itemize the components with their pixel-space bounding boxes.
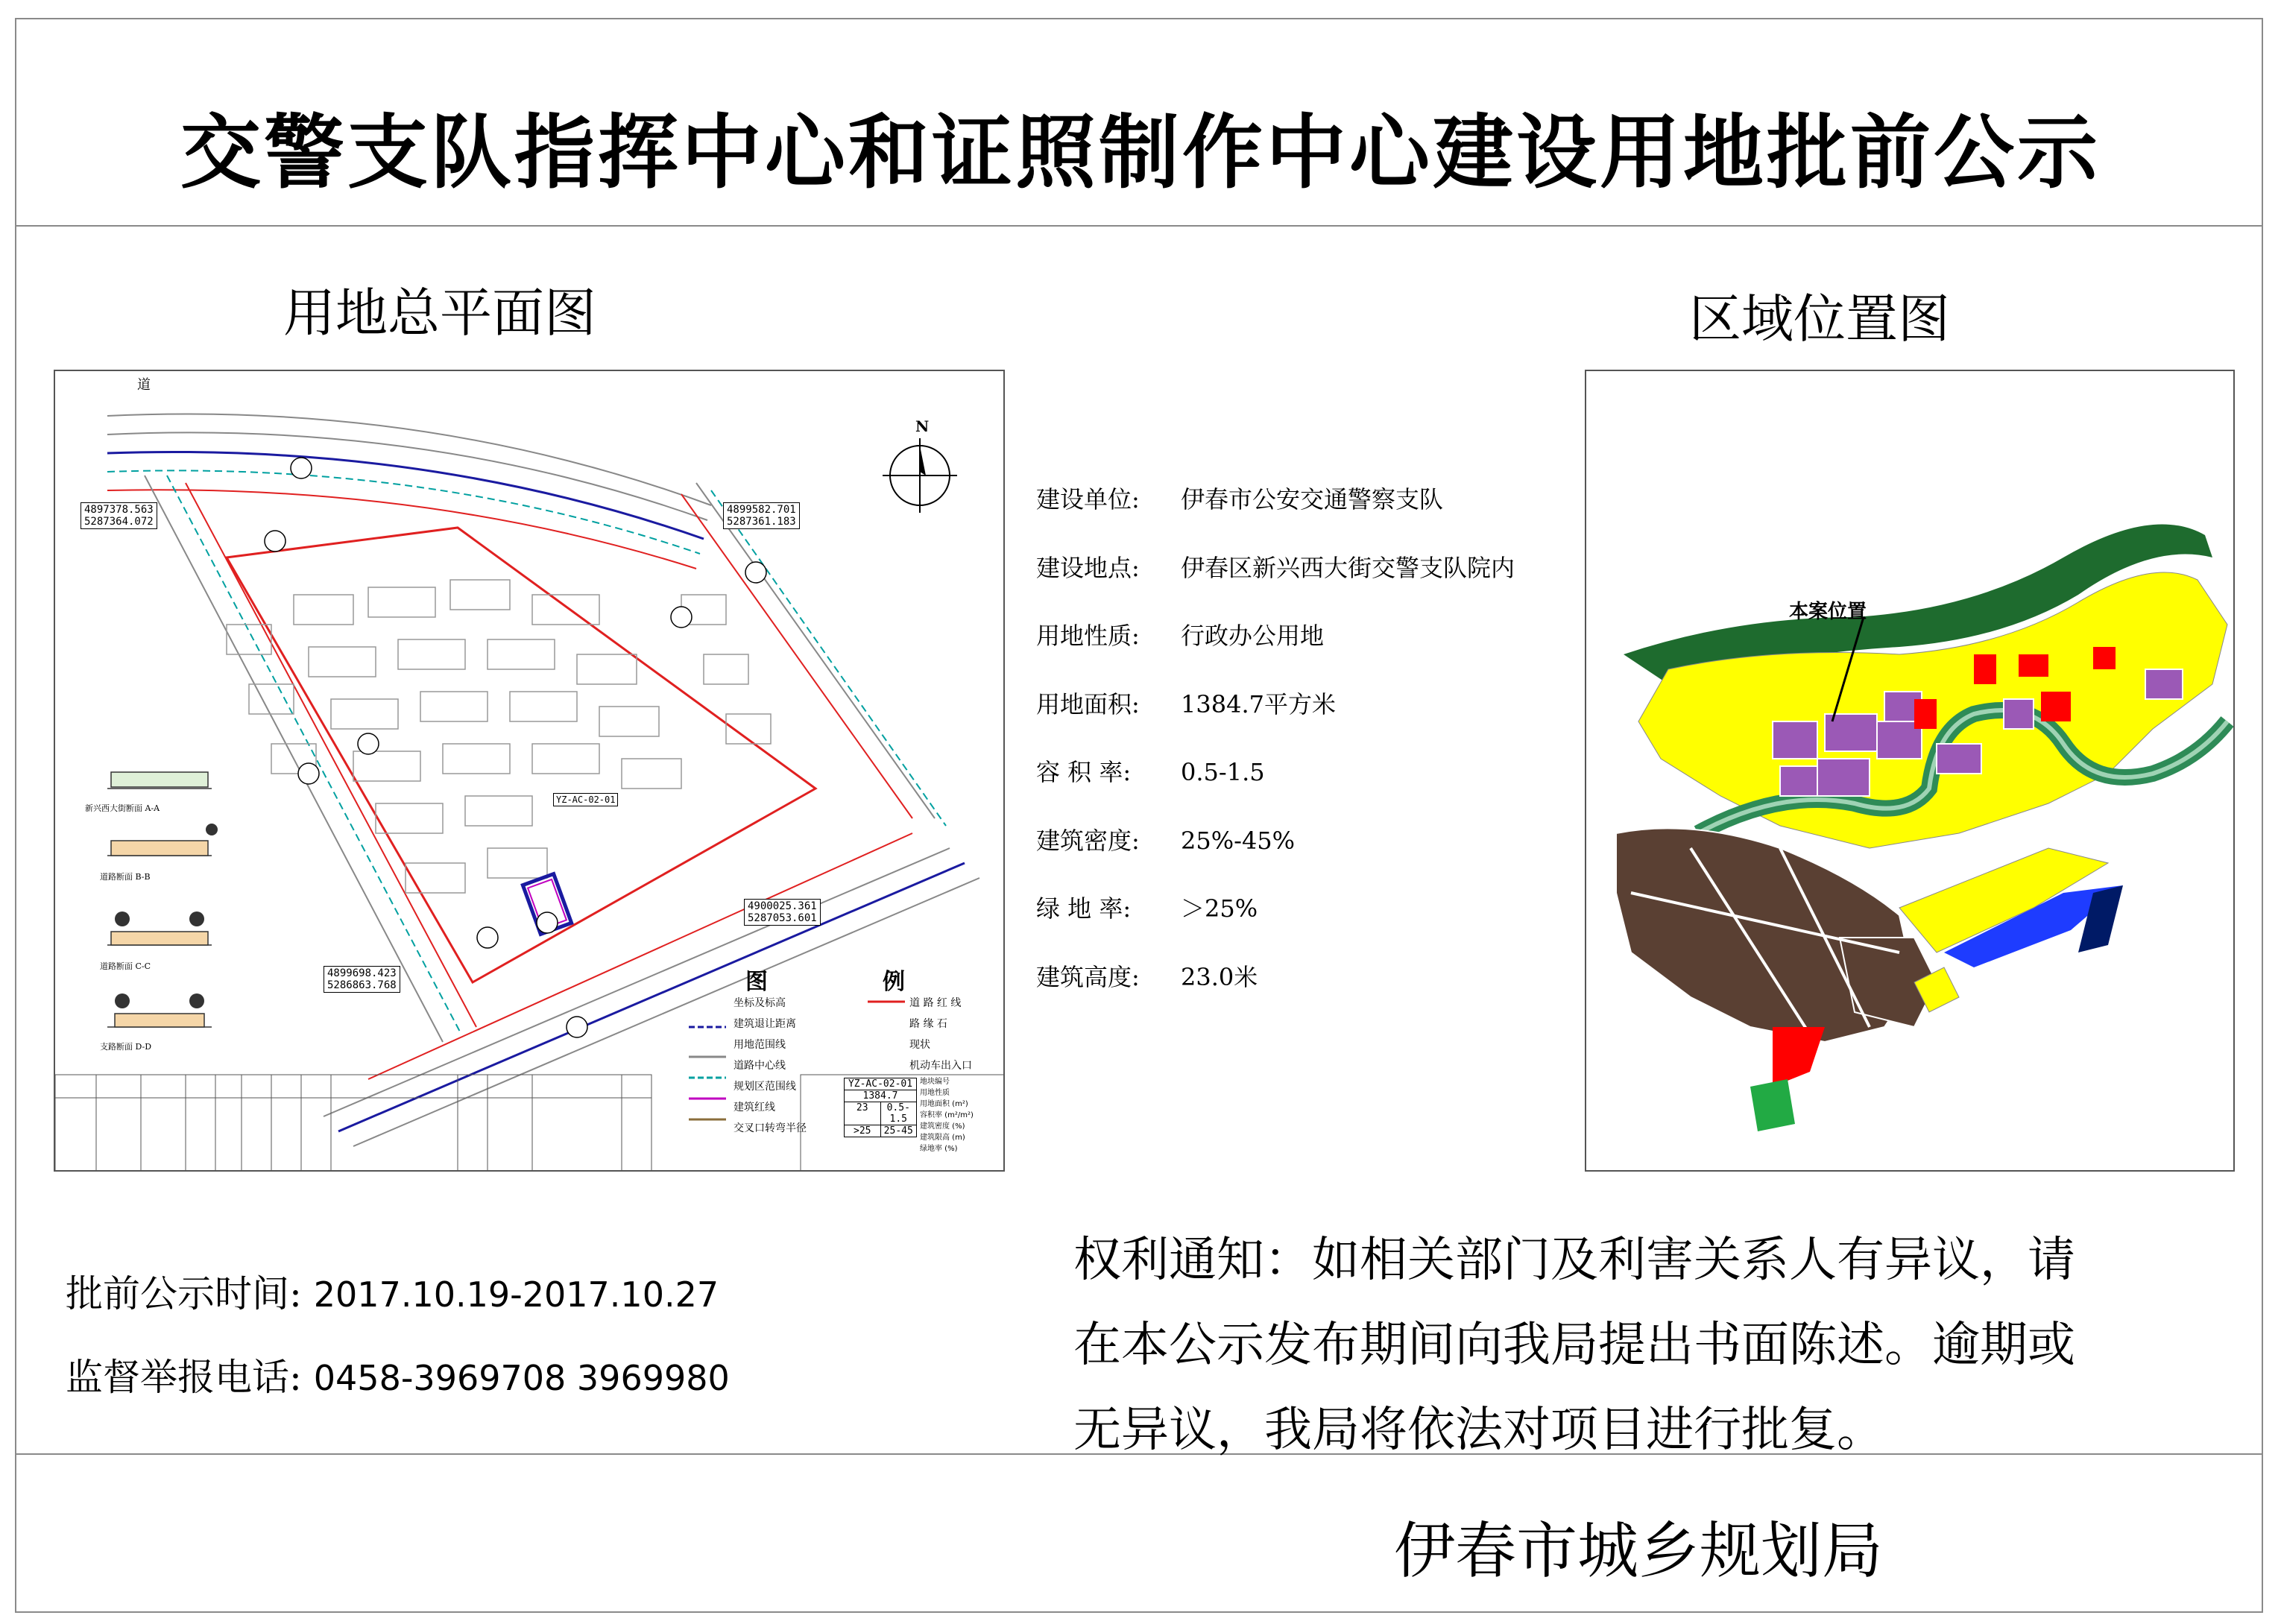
project-info — [1036, 477, 1515, 1023]
coord-e: 5287053.601 — [748, 912, 817, 924]
tag-cell: 0.5-1.5 — [886, 1102, 910, 1125]
legend-left-column — [733, 993, 807, 1139]
legend-item: 用地范围线 — [733, 1039, 786, 1051]
site-plan-panel — [54, 370, 1005, 1172]
info-key: 容 积 率: — [1036, 758, 1132, 786]
tag-cell: 23 — [845, 1102, 881, 1125]
section-label: 道路断面 B-B — [100, 872, 151, 882]
info-value: 23.0米 — [1181, 962, 1258, 991]
info-value: 伊春区新兴西大街交警支队院内 — [1181, 553, 1515, 582]
coord-box-1 — [81, 502, 157, 529]
coord-n: 4899582.701 — [727, 504, 796, 516]
info-row — [1036, 750, 1515, 818]
tag-legend — [844, 1078, 917, 1137]
tag-legend-labels — [920, 1076, 974, 1154]
section-label: 支路断面 D-D — [100, 1042, 152, 1052]
coord-e: 5287364.072 — [84, 516, 154, 528]
issuing-authority: 伊春市城乡规划局 — [1394, 1516, 1884, 1587]
info-key: 用地性质: — [1036, 622, 1140, 650]
legend-item: 建筑退让距离 — [733, 1018, 796, 1030]
coord-n: 4900025.361 — [748, 900, 817, 912]
info-key: 建设单位: — [1036, 485, 1140, 514]
location-map-panel — [1585, 370, 2235, 1172]
info-row — [1036, 682, 1515, 751]
info-key: 用地面积: — [1036, 689, 1140, 718]
info-row — [1036, 613, 1515, 682]
location-map-drawing — [1586, 371, 2235, 1172]
coord-box-3 — [744, 899, 821, 926]
legend-item: 机动车出入口 — [909, 1060, 972, 1072]
section-label: 新兴西大街断面 A-A — [85, 803, 160, 813]
title-divider — [15, 225, 2263, 227]
hotline-value: 0458-3969708 3969980 — [313, 1358, 730, 1398]
info-key: 建筑密度: — [1036, 826, 1140, 855]
coord-box-4 — [324, 966, 400, 993]
tag-row — [845, 1102, 916, 1125]
publicity-time — [66, 1264, 719, 1318]
legend-item: 规划区范围线 — [733, 1081, 796, 1093]
legend-item: 路 缘 石 — [909, 1018, 947, 1030]
info-row — [1036, 955, 1515, 1023]
site-plan-drawing — [55, 371, 1005, 1172]
hotline-label: 监督举报电话: — [66, 1356, 302, 1399]
info-row — [1036, 477, 1515, 546]
tag-cell: >25 — [845, 1125, 881, 1137]
legend-item: 道路中心线 — [733, 1060, 786, 1072]
case-location-label: 本案位置 — [1789, 601, 1867, 623]
publicity-time-value: 2017.10.19-2017.10.27 — [313, 1274, 719, 1315]
info-value: 1384.7平方米 — [1181, 689, 1336, 718]
legend-item: 交叉口转弯半径 — [733, 1122, 807, 1134]
parcel-tag: YZ-AC-02-01 — [553, 793, 618, 806]
info-value: ＞25% — [1181, 894, 1258, 923]
info-value: 伊春市公安交通警察支队 — [1181, 485, 1444, 514]
info-key: 建筑高度: — [1036, 962, 1140, 991]
info-key: 绿 地 率: — [1036, 894, 1132, 923]
rights-notice — [1073, 1218, 2244, 1473]
info-row — [1036, 886, 1515, 955]
legend-title-left: 图 — [745, 969, 768, 995]
site-plan-heading: 用地总平面图 — [283, 282, 596, 344]
info-key: 建设地点: — [1036, 553, 1140, 582]
hotline — [66, 1347, 730, 1401]
info-value: 行政办公用地 — [1181, 622, 1325, 650]
tag-cell: 25-45 — [883, 1125, 913, 1137]
coord-e: 5287361.183 — [727, 516, 796, 528]
publicity-time-label: 批前公示时间: — [66, 1272, 302, 1315]
legend-title-right: 例 — [883, 969, 905, 995]
info-value: 25%-45% — [1181, 826, 1296, 855]
tag-row — [845, 1125, 916, 1137]
tag-label: 建筑限高 (m) — [920, 1134, 965, 1142]
road-label: 道 — [137, 377, 151, 393]
notice-line: 权利通知：如相关部门及利害关系人有异议，请 — [1073, 1233, 2075, 1288]
info-row — [1036, 546, 1515, 614]
coord-n: 4899698.423 — [327, 967, 397, 979]
tag-label: 用地性质 — [920, 1089, 950, 1097]
coord-e: 5286863.768 — [327, 979, 397, 991]
legend-item: 建筑红线 — [733, 1102, 775, 1113]
north-label: N — [915, 417, 930, 435]
legend-item: 道 路 红 线 — [909, 997, 962, 1009]
tag-label: 绿地率 (%) — [920, 1145, 958, 1153]
tag-code: YZ-AC-02-01 — [845, 1078, 916, 1090]
tag-label: 用地面积 (m²) — [920, 1100, 968, 1108]
location-map-heading: 区域位置图 — [1689, 288, 1950, 350]
tag-area: 1384.7 — [845, 1090, 916, 1102]
legend-right-column — [909, 993, 972, 1076]
coord-n: 4897378.563 — [84, 504, 154, 516]
page-title: 交警支队指挥中心和证照制作中心建设用地批前公示 — [180, 107, 2101, 200]
tag-label: 建筑密度 (%) — [920, 1122, 965, 1131]
legend-item: 坐标及标高 — [733, 997, 786, 1009]
coord-box-2 — [723, 502, 800, 529]
notice-line: 无异议，我局将依法对项目进行批复。 — [1073, 1403, 1884, 1458]
tag-label: 容积率 (m²/m²) — [920, 1111, 974, 1119]
compass-icon — [883, 438, 957, 513]
legend-item: 现状 — [909, 1039, 930, 1051]
tag-label: 地块编号 — [920, 1078, 950, 1086]
notice-line: 在本公示发布期间向我局提出书面陈述。逾期或 — [1073, 1318, 2075, 1373]
info-value: 0.5-1.5 — [1181, 758, 1265, 786]
section-label: 道路断面 C-C — [100, 961, 151, 971]
info-row — [1036, 818, 1515, 887]
